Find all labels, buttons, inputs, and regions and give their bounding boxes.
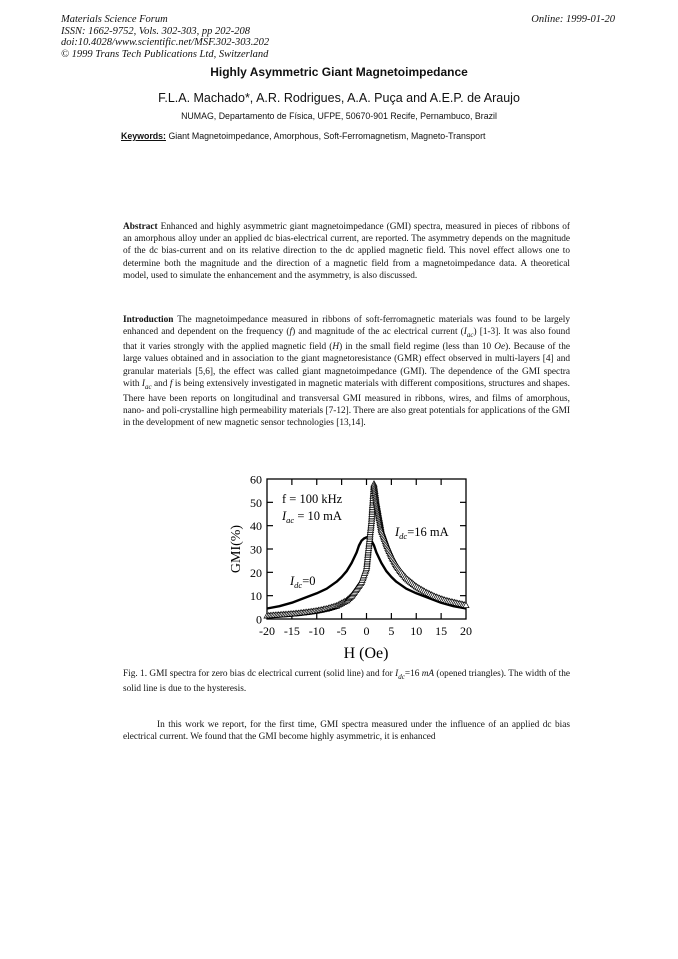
affiliation: NUMAG, Departamento de Física, UFPE, 50670-901 Recife, Pernambuco, Brazil <box>181 111 497 121</box>
doi-link[interactable]: doi:10.4028/www.scientific.net/MSF.302-303.202 <box>61 37 270 48</box>
abstract-heading: Abstract <box>123 222 158 232</box>
intro-text-4: ) in the small field regime (less than 10 <box>339 342 495 353</box>
annotation-frequency: f = 100 kHz <box>282 492 343 506</box>
caption-symbol-idc-main: I <box>395 669 399 679</box>
annotation-iac <box>281 509 342 525</box>
y-tick-label: 60 <box>250 476 262 487</box>
gmi-figure <box>222 476 482 666</box>
copyright-line: © 1999 Trans Tech Publications Ltd, Switzerland <box>61 48 269 60</box>
annotation-idc-value: =16 mA <box>407 525 449 539</box>
symbol-iac-sub-2: ac <box>145 382 152 391</box>
issn-line: ISSN: 1662-9752, Vols. 302-303, pp 202-208 <box>61 25 250 37</box>
introduction-paragraph <box>123 314 570 430</box>
intro-text-6: and <box>151 378 170 389</box>
x-tick-label: 0 <box>363 624 370 638</box>
x-tick-label: -10 <box>308 624 325 638</box>
symbol-iac-sub: ac <box>466 331 474 340</box>
y-tick-label: 50 <box>250 495 262 510</box>
intro-text-1: The magnetoimpedance measured in ribbons of soft-ferromagnetic materials was found to be largely enhanced and dependent on the frequency ( <box>123 315 570 338</box>
y-tick-label: 30 <box>250 542 262 557</box>
body-paragraph: In this work we report, for the first time, GMI spectra measured under the influence of an applied dc bias electrical current. We found that the GMI become highly asymmetric, it is enhanced <box>123 720 570 743</box>
paper-title: Highly Asymmetric Giant Magnetoimpedance <box>210 65 468 79</box>
caption-text-2: =16 <box>404 669 422 679</box>
x-tick-label: -20 <box>259 624 275 638</box>
unit-oe: Oe <box>494 342 506 353</box>
symbol-iac-main-2: I <box>141 378 146 389</box>
figure-caption <box>123 668 570 695</box>
y-axis-label: GMI(%) <box>229 524 244 574</box>
x-tick-label: 20 <box>460 624 472 638</box>
keywords-line <box>121 131 581 141</box>
x-tick-label: 5 <box>388 624 395 638</box>
caption-text-1: Fig. 1. GMI spectra for zero bias dc electrical current (solid line) and for <box>123 669 396 679</box>
symbol-iac-2 <box>142 379 152 389</box>
symbol-f-2: f <box>169 378 173 389</box>
x-tick-label: -5 <box>336 624 347 638</box>
caption-symbol-idc <box>395 669 405 679</box>
citation-header <box>61 14 361 60</box>
introduction-heading: Introduction <box>123 315 174 325</box>
symbol-iac-main: I <box>463 327 467 338</box>
intro-text-3: ) [1-3]. It was also found that it varies strongly with the applied magnetic field ( <box>123 327 570 353</box>
annotation-idc0-main: I <box>290 574 295 588</box>
annotation-idc-0 <box>289 574 316 590</box>
x-tick-label: 10 <box>410 624 423 638</box>
y-tick-label: 10 <box>250 589 262 604</box>
y-tick-label: 40 <box>250 519 262 534</box>
annotation-idc0-value: =0 <box>302 574 316 588</box>
annotation-idc-sub: dc <box>399 531 408 541</box>
x-axis-label: H (Oe) <box>343 645 389 662</box>
intro-text-5: ). Because of the large values obtained and in association to the giant magnetoresistance (GMR) effect observed in multi-layers [4] and granular materials [5,6], the effect was called giant magnetoimpedance (GMI). The dependence of the GMI spectra with <box>123 342 571 389</box>
annotation-iac-sub: ac <box>286 515 295 525</box>
abstract-paragraph <box>123 221 570 282</box>
symbol-f: f <box>289 327 293 338</box>
caption-symbol-idc-sub: dc <box>398 672 405 681</box>
caption-text-3: (opened triangles). The width of the solid line is due to the hysteresis. <box>123 669 570 695</box>
journal-name: Materials Science Forum <box>61 14 168 25</box>
abstract-text: Enhanced and highly asymmetric giant magnetoimpedance (GMI) spectra, measured in pieces of ribbons of an amorphous alloy under an applied dc bias-electrical current, are reported. The asymmetry depends on the magnitude of the dc bias-current and on its relative direction to the dc applied magnetic field. This novel effect allows one to determine both the magnitude and the direction of a magnetic field from a magnetoimpedance data. A theoretical model, used to simulate the enhancement and the asymmetry, is also discussed. <box>123 222 570 281</box>
x-tick-label: 15 <box>435 624 448 638</box>
annotation-iac-value: = 10 mA <box>294 509 342 523</box>
symbol-h: H <box>332 342 340 353</box>
intro-text-7: is being extensively investigated in magnetic materials with different compositions, structures and shapes. There have been reports on longitudinal and transversal GMI measured in ribbons, wires, and films of amorphous, nano- and poli-crystalline high permeability materials [7-12]. There are also great potentials for applications of the GMI in the development of new magnetic sensor technologies [13,14]. <box>123 378 570 429</box>
keywords-text: Giant Magnetoimpedance, Amorphous, Soft-Ferromagnetism, Magneto-Transport <box>168 131 486 141</box>
annotation-idc-main: I <box>395 525 400 539</box>
online-date: Online: 1999-01-20 <box>531 14 615 25</box>
x-tick-label: -15 <box>283 624 300 638</box>
y-tick-label: 20 <box>250 565 262 580</box>
y-tick-label: 0 <box>256 612 262 627</box>
author-list: F.L.A. Machado*, A.R. Rodrigues, A.A. Puça and A.E.P. de Araujo <box>158 91 520 105</box>
caption-unit-ma: mA <box>421 669 435 679</box>
annotation-idc-16 <box>394 525 449 541</box>
keywords-label: Keywords: <box>121 131 166 141</box>
annotation-idc0-sub: dc <box>294 580 303 590</box>
annotation-iac-main: I <box>282 509 287 523</box>
intro-text-2: ) and magnitude of the ac electrical current ( <box>292 327 464 338</box>
